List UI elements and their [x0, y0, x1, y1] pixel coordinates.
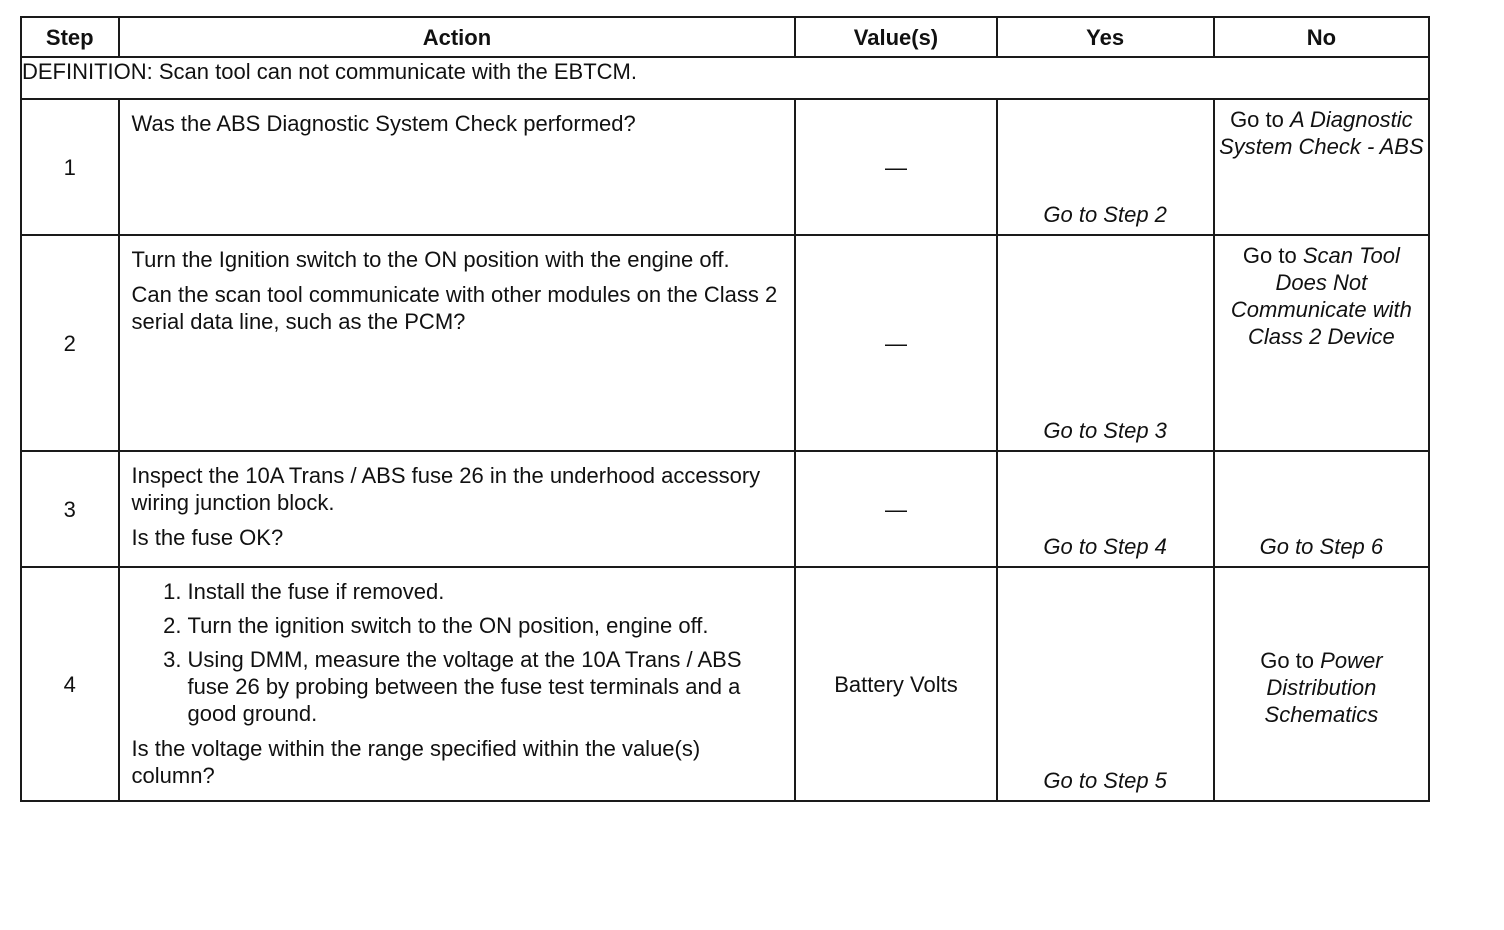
action-question: Is the voltage within the range specified within the value(s) column? [131, 736, 701, 788]
action-step-item: 3. Using DMM, measure the voltage at the 10A Trans / ABS fuse 26 by probing between the fuse test terminals and a good ground. [188, 646, 783, 727]
no-prefix: Go to [1260, 647, 1315, 673]
action-cell [119, 235, 796, 451]
step-number: 4 [21, 567, 119, 801]
header-action: Action [119, 17, 796, 57]
action-step-item: 2. Turn the ignition switch to the ON position, engine off. [188, 612, 783, 639]
action-text: Inspect the 10A Trans / ABS fuse 26 in the underhood accessory wiring junction block. [131, 463, 761, 515]
yes-cell: Go to Step 3 [997, 235, 1214, 451]
action-steps-list [132, 578, 783, 727]
header-no: No [1214, 17, 1429, 57]
action-step-item: 1. Install the fuse if removed. [188, 578, 783, 605]
value-cell: Battery Volts [795, 567, 996, 801]
step-number: 1 [21, 99, 119, 235]
no-link: A Diagnostic System Check - ABS [1219, 107, 1424, 159]
value-cell: — [795, 235, 996, 451]
header-row [21, 17, 1429, 57]
yes-cell: Go to Step 2 [997, 99, 1214, 235]
action-text: Turn the Ignition switch to the ON position with the engine off. [131, 247, 730, 272]
no-cell [1214, 235, 1429, 451]
no-cell [1214, 451, 1429, 567]
table-row [21, 235, 1429, 451]
definition-row [21, 57, 1429, 99]
table-row [21, 99, 1429, 235]
no-link: Scan Tool Does Not Communicate with Class 2 Device [1230, 243, 1412, 349]
action-question: Can the scan tool communicate with other modules on the Class 2 serial data line, such as the PCM? [131, 282, 778, 334]
action-cell [119, 567, 796, 801]
no-prefix: Go to [1230, 107, 1284, 132]
no-link: Go to Step 6 [1259, 534, 1384, 559]
diagnostic-table [20, 16, 1430, 802]
no-prefix: Go to [1242, 243, 1297, 268]
table-row [21, 451, 1429, 567]
no-link: Power Distribution Schematics [1264, 647, 1383, 727]
value-cell: — [795, 99, 996, 235]
no-cell [1214, 567, 1429, 801]
yes-cell: Go to Step 4 [997, 451, 1214, 567]
action-cell [119, 451, 796, 567]
header-step: Step [21, 17, 119, 57]
step-number: 3 [21, 451, 119, 567]
no-cell [1214, 99, 1429, 235]
table-row [21, 567, 1429, 801]
step-number: 2 [21, 235, 119, 451]
value-cell: — [795, 451, 996, 567]
header-values: Value(s) [795, 17, 996, 57]
action-text: Was the ABS Diagnostic System Check performed? [131, 111, 636, 136]
header-yes: Yes [997, 17, 1214, 57]
yes-cell: Go to Step 5 [997, 567, 1214, 801]
action-cell [119, 99, 796, 235]
definition-text: DEFINITION: Scan tool can not communicate with the EBTCM. [21, 57, 1429, 99]
action-question: Is the fuse OK? [131, 525, 284, 550]
